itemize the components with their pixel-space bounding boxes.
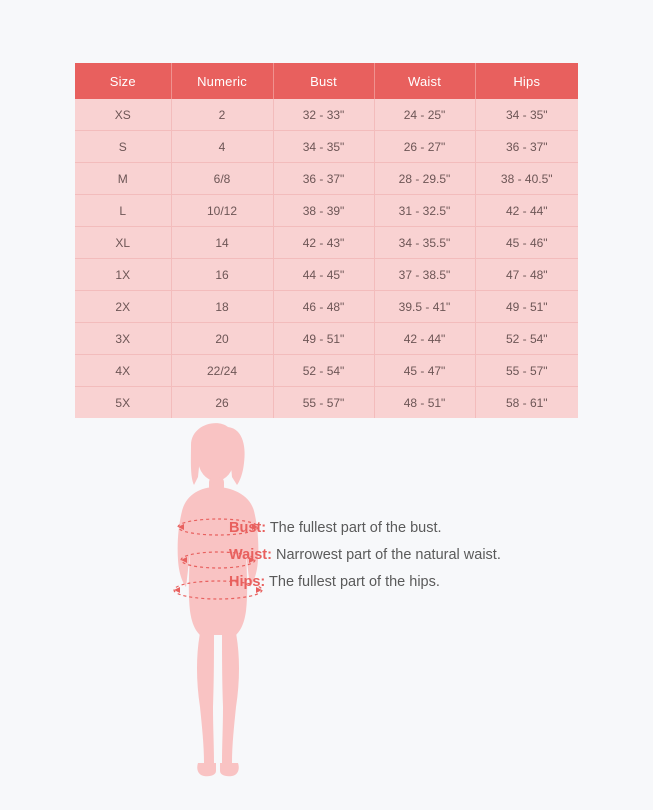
table-row — [75, 195, 578, 227]
cell-waist: 24 - 25" — [374, 99, 475, 131]
cell-size: XS — [75, 99, 171, 131]
column-header-numeric: Numeric — [171, 63, 273, 99]
cell-waist: 28 - 29.5" — [374, 163, 475, 195]
cell-bust: 44 - 45" — [273, 259, 374, 291]
cell-bust: 49 - 51" — [273, 323, 374, 355]
legend-item-waist — [229, 542, 619, 569]
cell-waist: 45 - 47" — [374, 355, 475, 387]
cell-numeric: 10/12 — [171, 195, 273, 227]
cell-size: 2X — [75, 291, 171, 323]
table-row — [75, 355, 578, 387]
legend-text-bust: The fullest part of the bust. — [266, 520, 442, 536]
table-row — [75, 259, 578, 291]
cell-numeric: 4 — [171, 131, 273, 163]
table-row — [75, 99, 578, 131]
legend-text-hips: The fullest part of the hips. — [265, 574, 440, 590]
legend-item-hips — [229, 569, 619, 596]
cell-size: 4X — [75, 355, 171, 387]
female-body-silhouette — [120, 415, 320, 785]
legend-label-bust: Bust: — [229, 520, 267, 536]
cell-numeric: 26 — [171, 387, 273, 419]
cell-hips: 47 - 48" — [475, 259, 578, 291]
cell-size: M — [75, 163, 171, 195]
cell-hips: 55 - 57" — [475, 355, 578, 387]
table-row — [75, 163, 578, 195]
cell-hips: 45 - 46" — [475, 227, 578, 259]
table-row — [75, 323, 578, 355]
cell-bust: 42 - 43" — [273, 227, 374, 259]
legend-label-waist: Waist: — [229, 547, 272, 563]
table-header-row — [75, 63, 578, 99]
cell-numeric: 22/24 — [171, 355, 273, 387]
cell-numeric: 16 — [171, 259, 273, 291]
cell-hips: 36 - 37" — [475, 131, 578, 163]
cell-numeric: 6/8 — [171, 163, 273, 195]
legend-item-bust — [229, 515, 619, 542]
column-header-waist: Waist — [374, 63, 475, 99]
cell-hips: 38 - 40.5" — [475, 163, 578, 195]
cell-bust: 32 - 33" — [273, 99, 374, 131]
cell-size: 3X — [75, 323, 171, 355]
cell-numeric: 18 — [171, 291, 273, 323]
table-row — [75, 227, 578, 259]
table-row — [75, 291, 578, 323]
cell-bust: 34 - 35" — [273, 131, 374, 163]
cell-hips: 52 - 54" — [475, 323, 578, 355]
cell-numeric: 2 — [171, 99, 273, 131]
measurement-legend — [229, 515, 619, 596]
legend-label-hips: Hips: — [229, 574, 266, 590]
measurement-figure-area — [0, 405, 653, 785]
cell-bust: 36 - 37" — [273, 163, 374, 195]
cell-hips: 58 - 61" — [475, 387, 578, 419]
cell-hips: 49 - 51" — [475, 291, 578, 323]
cell-size: XL — [75, 227, 171, 259]
cell-size: 5X — [75, 387, 171, 419]
cell-size: S — [75, 131, 171, 163]
column-header-bust: Bust — [273, 63, 374, 99]
cell-waist: 39.5 - 41" — [374, 291, 475, 323]
size-table — [75, 63, 578, 418]
column-header-size: Size — [75, 63, 171, 99]
cell-size: L — [75, 195, 171, 227]
table-row — [75, 131, 578, 163]
cell-numeric: 20 — [171, 323, 273, 355]
cell-waist: 48 - 51" — [374, 387, 475, 419]
cell-waist: 34 - 35.5" — [374, 227, 475, 259]
cell-numeric: 14 — [171, 227, 273, 259]
cell-waist: 42 - 44" — [374, 323, 475, 355]
cell-bust: 52 - 54" — [273, 355, 374, 387]
legend-text-waist: Narrowest part of the natural waist. — [271, 547, 501, 563]
column-header-hips: Hips — [475, 63, 578, 99]
cell-hips: 42 - 44" — [475, 195, 578, 227]
cell-hips: 34 - 35" — [475, 99, 578, 131]
cell-waist: 37 - 38.5" — [374, 259, 475, 291]
cell-bust: 55 - 57" — [273, 387, 374, 419]
cell-waist: 26 - 27" — [374, 131, 475, 163]
cell-size: 1X — [75, 259, 171, 291]
cell-bust: 46 - 48" — [273, 291, 374, 323]
cell-waist: 31 - 32.5" — [374, 195, 475, 227]
cell-bust: 38 - 39" — [273, 195, 374, 227]
size-table-container — [75, 63, 578, 418]
